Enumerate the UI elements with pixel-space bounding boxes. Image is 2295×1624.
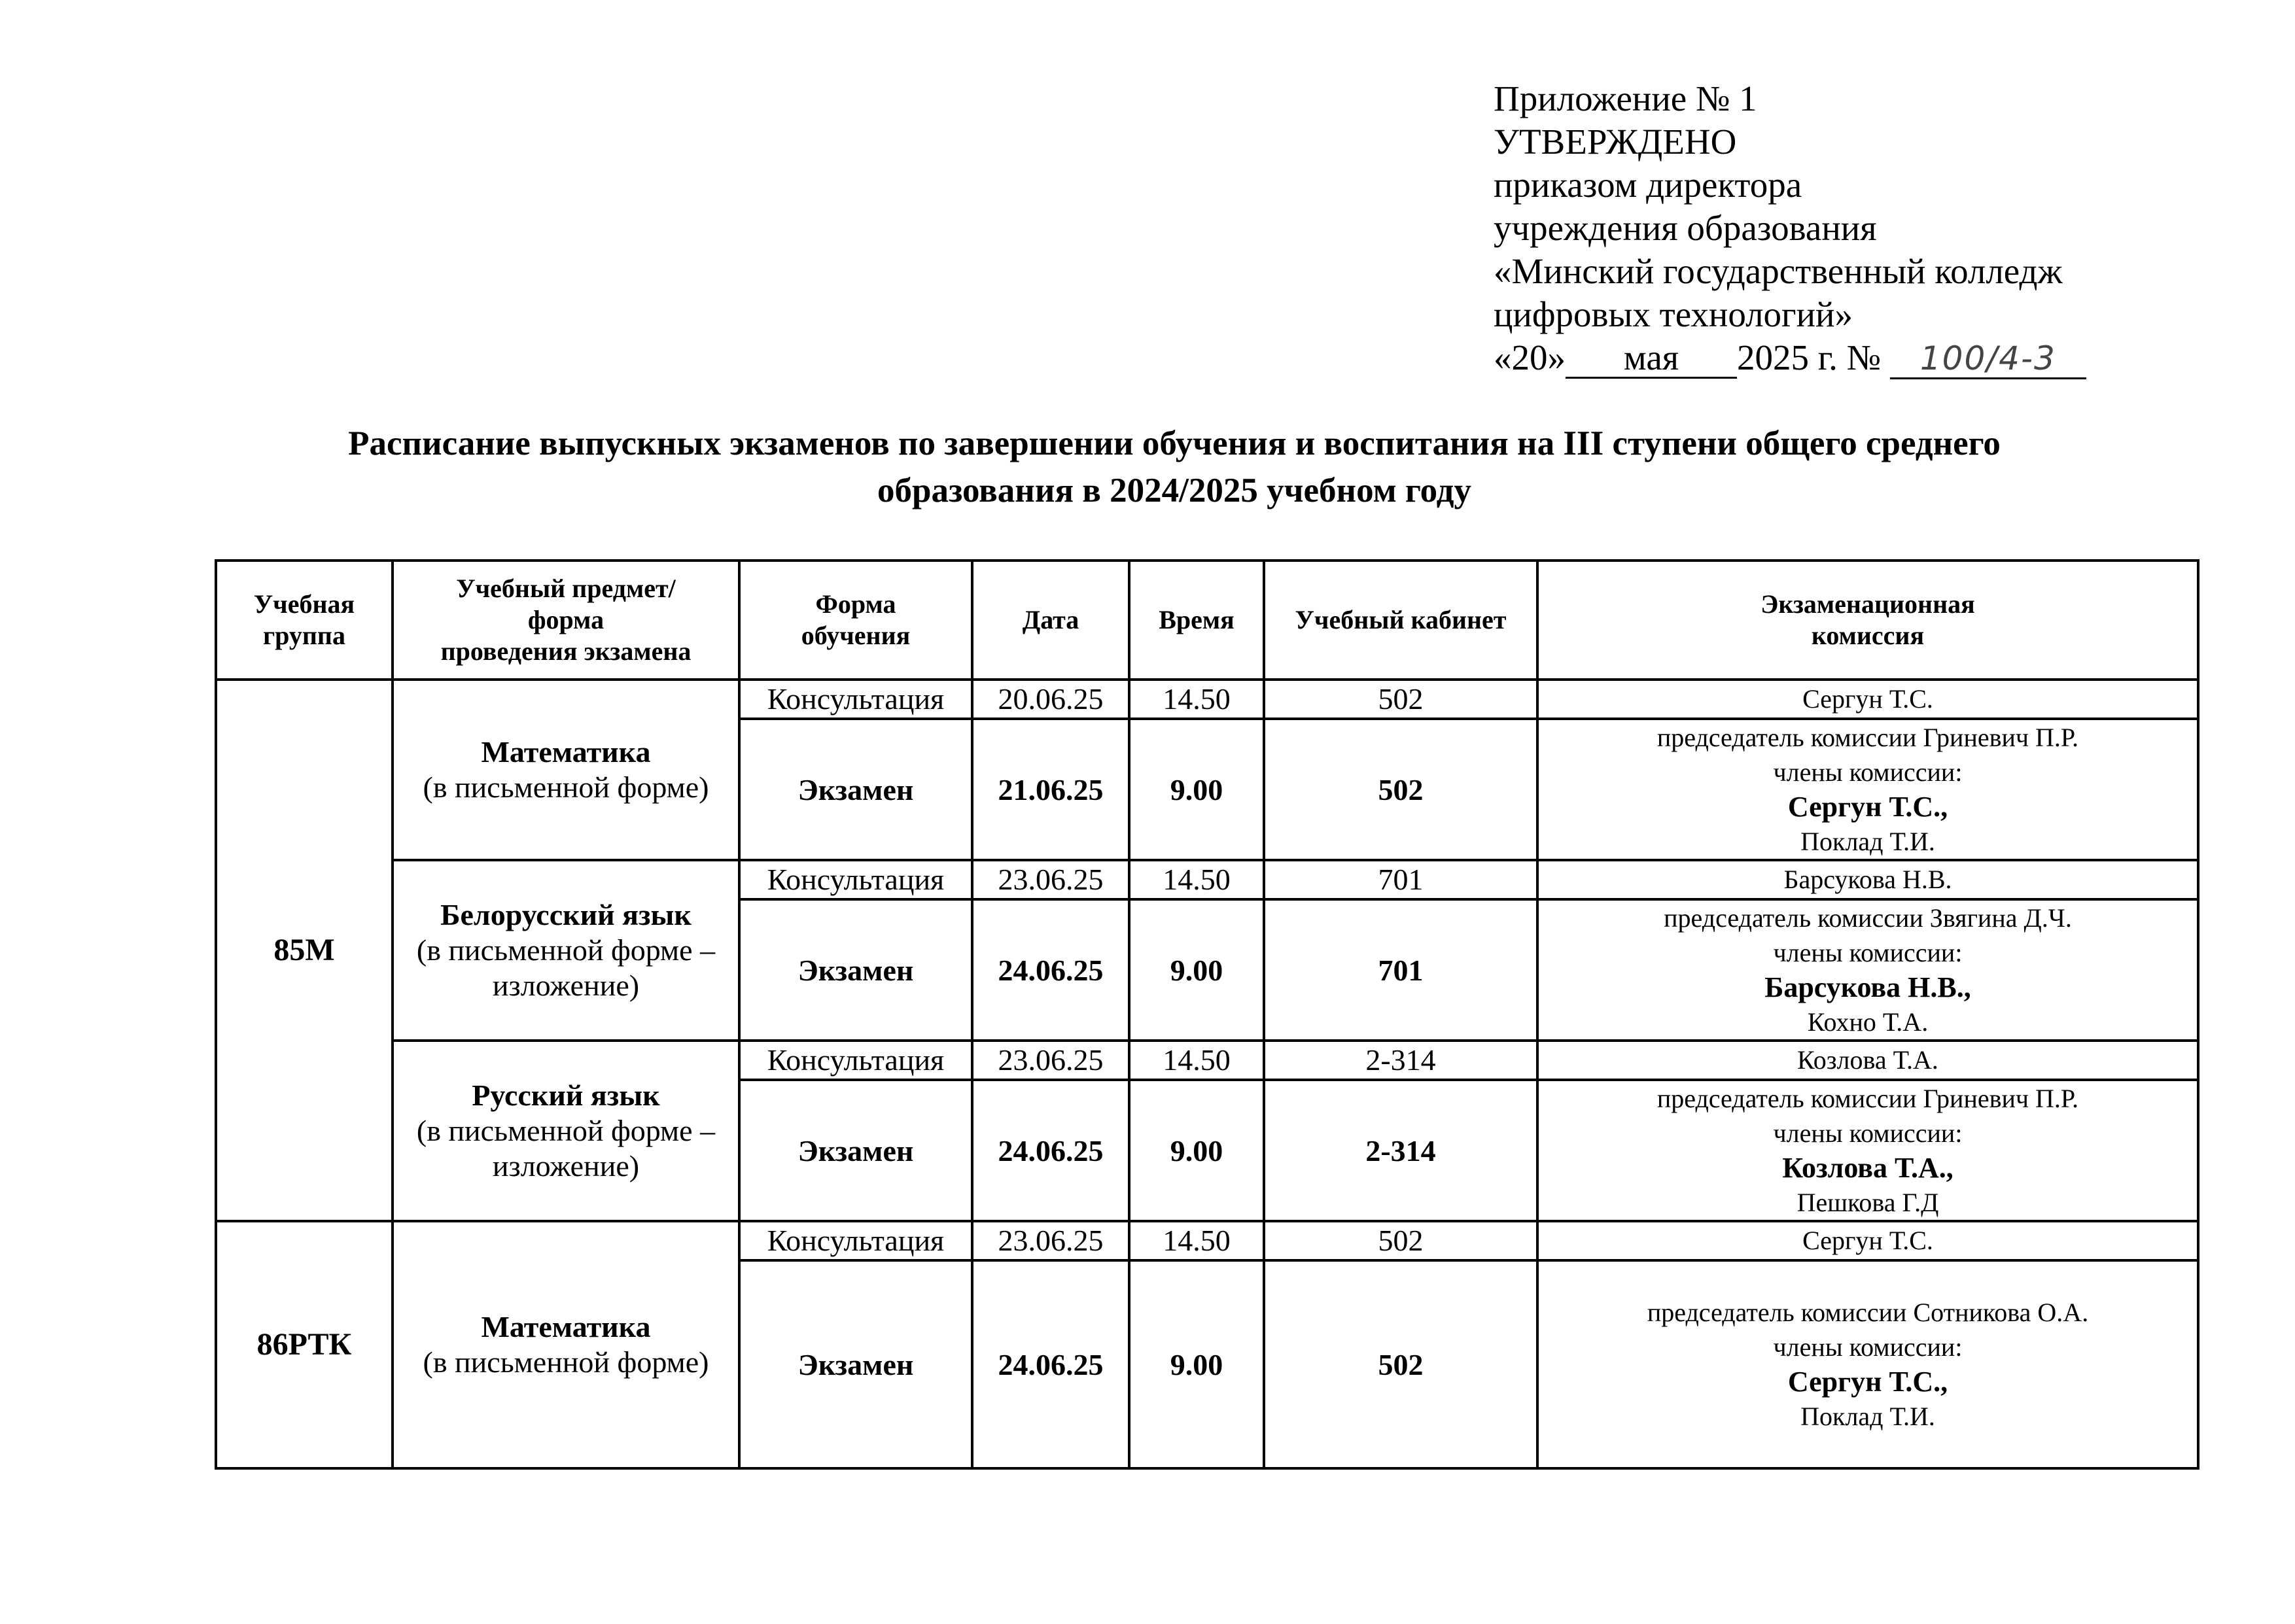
commission-member: Кохно Т.А. [1807, 1007, 1929, 1037]
commission-members-label: члены комиссии: [1773, 1332, 1963, 1362]
subject-name: Математика [481, 1310, 651, 1343]
commission-member: Поклад Т.И. [1800, 1402, 1935, 1431]
table-row [216, 1221, 2198, 1260]
appendix-label: Приложение № 1 [1494, 78, 1757, 118]
table-row [216, 860, 2198, 899]
header-group: Учебная группа [216, 561, 393, 680]
room-cell: 502 [1264, 680, 1537, 719]
commission-cell [1537, 719, 2198, 860]
subject-form: (в письменной форме) [423, 1345, 709, 1379]
approval-line-6: цифровых технологий» [1494, 294, 1853, 334]
time-cell: 9.00 [1129, 1260, 1264, 1468]
commission-chair: председатель комиссии Звягина Д.Ч. [1664, 903, 2072, 933]
room-cell: 701 [1264, 860, 1537, 899]
commission-member-examiner: Барсукова Н.В., [1764, 971, 1971, 1003]
form-cell: Консультация [739, 860, 972, 899]
date-cell: 21.06.25 [972, 719, 1129, 860]
time-cell: 14.50 [1129, 860, 1264, 899]
commission-member: Пешкова Г.Д [1796, 1188, 1939, 1217]
time-cell: 14.50 [1129, 1221, 1264, 1260]
subject-cell [393, 680, 739, 860]
header-room: Учебный кабинет [1264, 561, 1537, 680]
commission-member-examiner: Сергун Т.С., [1787, 791, 1948, 823]
commission-member: Поклад Т.И. [1800, 827, 1935, 856]
date-cell: 23.06.25 [972, 1041, 1129, 1080]
date-cell: 24.06.25 [972, 1080, 1129, 1221]
date-cell: 24.06.25 [972, 899, 1129, 1041]
approval-line-4: учреждения образования [1494, 208, 1877, 248]
time-cell: 9.00 [1129, 1080, 1264, 1221]
header-subject: Учебный предмет/ форма проведения экзамена [393, 561, 739, 680]
title-line-2: образования в 2024/2025 учебном году [877, 472, 1471, 510]
document-title [196, 420, 2152, 514]
group-cell: 85М [216, 680, 393, 1221]
form-cell: Консультация [739, 680, 972, 719]
approval-month: мая [1566, 339, 1737, 379]
commission-cell: Барсукова Н.В. [1537, 860, 2198, 899]
room-cell: 502 [1264, 719, 1537, 860]
time-cell: 14.50 [1129, 1041, 1264, 1080]
form-cell: Консультация [739, 1041, 972, 1080]
subject-name: Математика [481, 735, 651, 769]
commission-members-label: члены комиссии: [1773, 938, 1963, 967]
commission-members-label: члены комиссии: [1773, 757, 1963, 787]
commission-chair: председатель комиссии Гриневич П.Р. [1656, 1084, 2079, 1113]
header-commission: Экзаменационная комиссия [1537, 561, 2198, 680]
header-row [216, 561, 2198, 680]
form-cell: Консультация [739, 1221, 972, 1260]
subject-form: (в письменной форме – изложение) [416, 933, 716, 1002]
approval-year: 2025 г. № [1737, 337, 1882, 377]
title-line-1: Расписание выпускных экзаменов по завершении обучения и воспитания на III ступени общего среднего [348, 424, 2001, 462]
commission-cell: Сергун Т.С. [1537, 680, 2198, 719]
form-cell: Экзамен [739, 1260, 972, 1468]
commission-member-examiner: Сергун Т.С., [1787, 1366, 1948, 1398]
commission-members-label: члены комиссии: [1773, 1118, 1963, 1148]
subject-cell [393, 1041, 739, 1221]
time-cell: 9.00 [1129, 899, 1264, 1041]
commission-cell: Козлова Т.А. [1537, 1041, 2198, 1080]
date-cell: 23.06.25 [972, 1221, 1129, 1260]
subject-cell [393, 1221, 739, 1468]
form-cell: Экзамен [739, 1080, 972, 1221]
table-row [216, 1041, 2198, 1080]
commission-cell [1537, 899, 2198, 1041]
commission-member-examiner: Козлова Т.А., [1782, 1152, 1953, 1184]
room-cell: 2-314 [1264, 1041, 1537, 1080]
approval-day: «20» [1494, 337, 1566, 377]
date-cell: 20.06.25 [972, 680, 1129, 719]
commission-chair: председатель комиссии Гриневич П.Р. [1656, 723, 2079, 752]
exam-schedule-table [215, 559, 2199, 1470]
approval-line-3: приказом директора [1494, 165, 1802, 205]
subject-name: Русский язык [472, 1079, 660, 1112]
subject-form: (в письменной форме – изложение) [416, 1114, 716, 1183]
subject-name: Белорусский язык [440, 898, 692, 931]
header-date: Дата [972, 561, 1129, 680]
room-cell: 2-314 [1264, 1080, 1537, 1221]
commission-chair: председатель комиссии Сотникова О.А. [1647, 1298, 2089, 1327]
approved-label: УТВЕРЖДЕНО [1494, 122, 1737, 162]
room-cell: 502 [1264, 1260, 1537, 1468]
header-form: Форма обучения [739, 561, 972, 680]
subject-cell [393, 860, 739, 1041]
date-cell: 24.06.25 [972, 1260, 1129, 1468]
approval-line-5: «Минский государственный колледж [1494, 251, 2063, 291]
header-time: Время [1129, 561, 1264, 680]
approval-block [1494, 77, 2148, 379]
time-cell: 9.00 [1129, 719, 1264, 860]
room-cell: 502 [1264, 1221, 1537, 1260]
approval-date-line [1494, 336, 2148, 379]
time-cell: 14.50 [1129, 680, 1264, 719]
commission-cell [1537, 1260, 2198, 1468]
group-cell: 86РТК [216, 1221, 393, 1468]
subject-form: (в письменной форме) [423, 770, 709, 804]
commission-cell [1537, 1080, 2198, 1221]
order-number-handwritten: 100/4-3 [1890, 339, 2086, 379]
form-cell: Экзамен [739, 899, 972, 1041]
form-cell: Экзамен [739, 719, 972, 860]
table-row [216, 680, 2198, 719]
commission-cell: Сергун Т.С. [1537, 1221, 2198, 1260]
date-cell: 23.06.25 [972, 860, 1129, 899]
room-cell: 701 [1264, 899, 1537, 1041]
